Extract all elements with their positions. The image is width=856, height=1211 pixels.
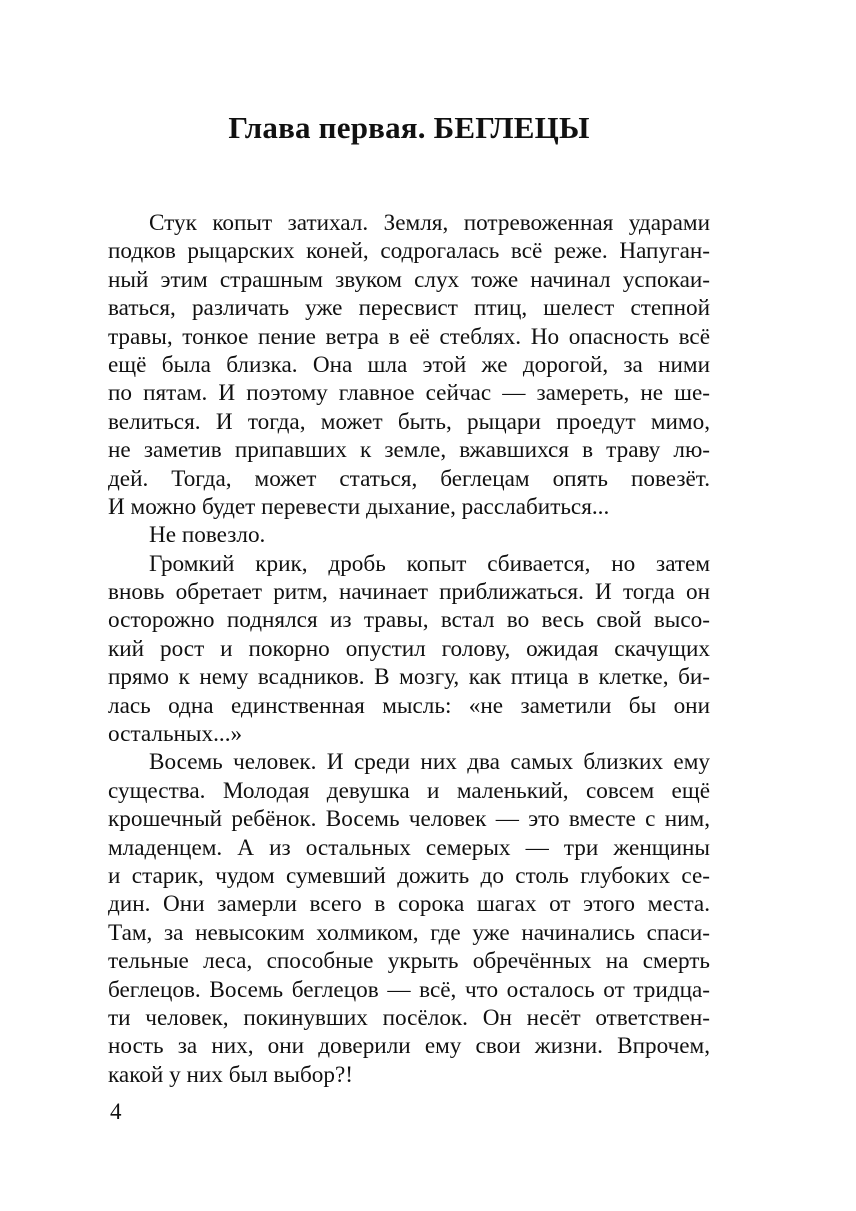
text-line: Там, за невысоким холмиком, где уже начинались спаси- bbox=[108, 919, 710, 946]
paragraph bbox=[108, 748, 710, 1089]
text-line: остальных...» bbox=[108, 721, 243, 748]
paragraph bbox=[108, 550, 710, 749]
text-line: ный этим страшным звуком слух тоже начинал успокаи- bbox=[108, 266, 710, 293]
text-line: и старик, чудом сумевший дожить до столь глубоких се- bbox=[108, 862, 710, 889]
text-line: велиться. И тогда, может быть, рыцари проедут мимо, bbox=[108, 408, 710, 435]
text-line: беглецов. Восемь беглецов — всё, что осталось от тридца- bbox=[108, 976, 710, 1003]
chapter-title: Глава первая. БЕГЛЕЦЫ bbox=[228, 110, 590, 145]
text-line: ти человек, покинувших посёлок. Он несёт ответствен- bbox=[108, 1004, 710, 1031]
text-line: дей. Тогда, может статься, беглецам опять повезёт. bbox=[108, 465, 710, 492]
text-line: прямо к нему всадников. В мозгу, как птица в клетке, би- bbox=[108, 664, 710, 691]
text-line: лась одна единственная мысль: «не заметили бы они bbox=[108, 692, 710, 719]
text-line: какой у них был выбор?! bbox=[108, 1061, 353, 1088]
text-line: И можно будет перевести дыхание, расслабиться... bbox=[108, 493, 610, 520]
text-line: ещё была близка. Она шла этой же дорогой, за ними bbox=[108, 351, 710, 378]
text-line: крошечный ребёнок. Восемь человек — это вместе с ним, bbox=[108, 806, 710, 833]
paragraph bbox=[108, 521, 710, 549]
text-line: Не повезло. bbox=[149, 522, 266, 549]
text-line: подков рыцарских коней, содрогалась всё реже. Напуган- bbox=[108, 238, 710, 265]
text-line: дин. Они замерли всего в сорока шагах от этого места. bbox=[108, 891, 710, 918]
text-line: Громкий крик, дробь копыт сбивается, но затем bbox=[149, 550, 710, 577]
body-text bbox=[108, 209, 710, 1089]
text-line: ность за них, они доверили ему свои жизни. Впрочем, bbox=[108, 1033, 710, 1060]
text-line: вновь обретает ритм, начинает приближаться. И тогда он bbox=[108, 579, 710, 606]
text-line: младенцем. А из остальных семерых — три женщины bbox=[108, 834, 710, 861]
text-line: кий рост и покорно опустил голову, ожидая скачущих bbox=[108, 635, 710, 662]
text-line: существа. Молодая девушка и маленький, совсем ещё bbox=[108, 777, 710, 804]
text-line: не заметив припавших к земле, вжавшихся в траву лю- bbox=[108, 437, 710, 464]
text-line: по пятам. И поэтому главное сейчас — замереть, не ше- bbox=[108, 380, 710, 407]
text-line: осторожно поднялся из травы, встал во весь свой высо- bbox=[108, 607, 710, 634]
text-line: тельные леса, способные укрыть обречённых на смерть bbox=[108, 948, 710, 975]
text-line: Стук копыт затихал. Земля, потревоженная ударами bbox=[149, 210, 710, 236]
paragraph bbox=[108, 209, 710, 521]
page-number: 4 bbox=[110, 1099, 122, 1124]
text-line: травы, тонкое пение ветра в её стеблях. Но опасность всё bbox=[108, 323, 710, 350]
text-line: Восемь человек. И среди них два самых близких ему bbox=[149, 749, 710, 776]
text-line: ваться, различать уже пересвист птиц, шелест степной bbox=[108, 295, 710, 322]
